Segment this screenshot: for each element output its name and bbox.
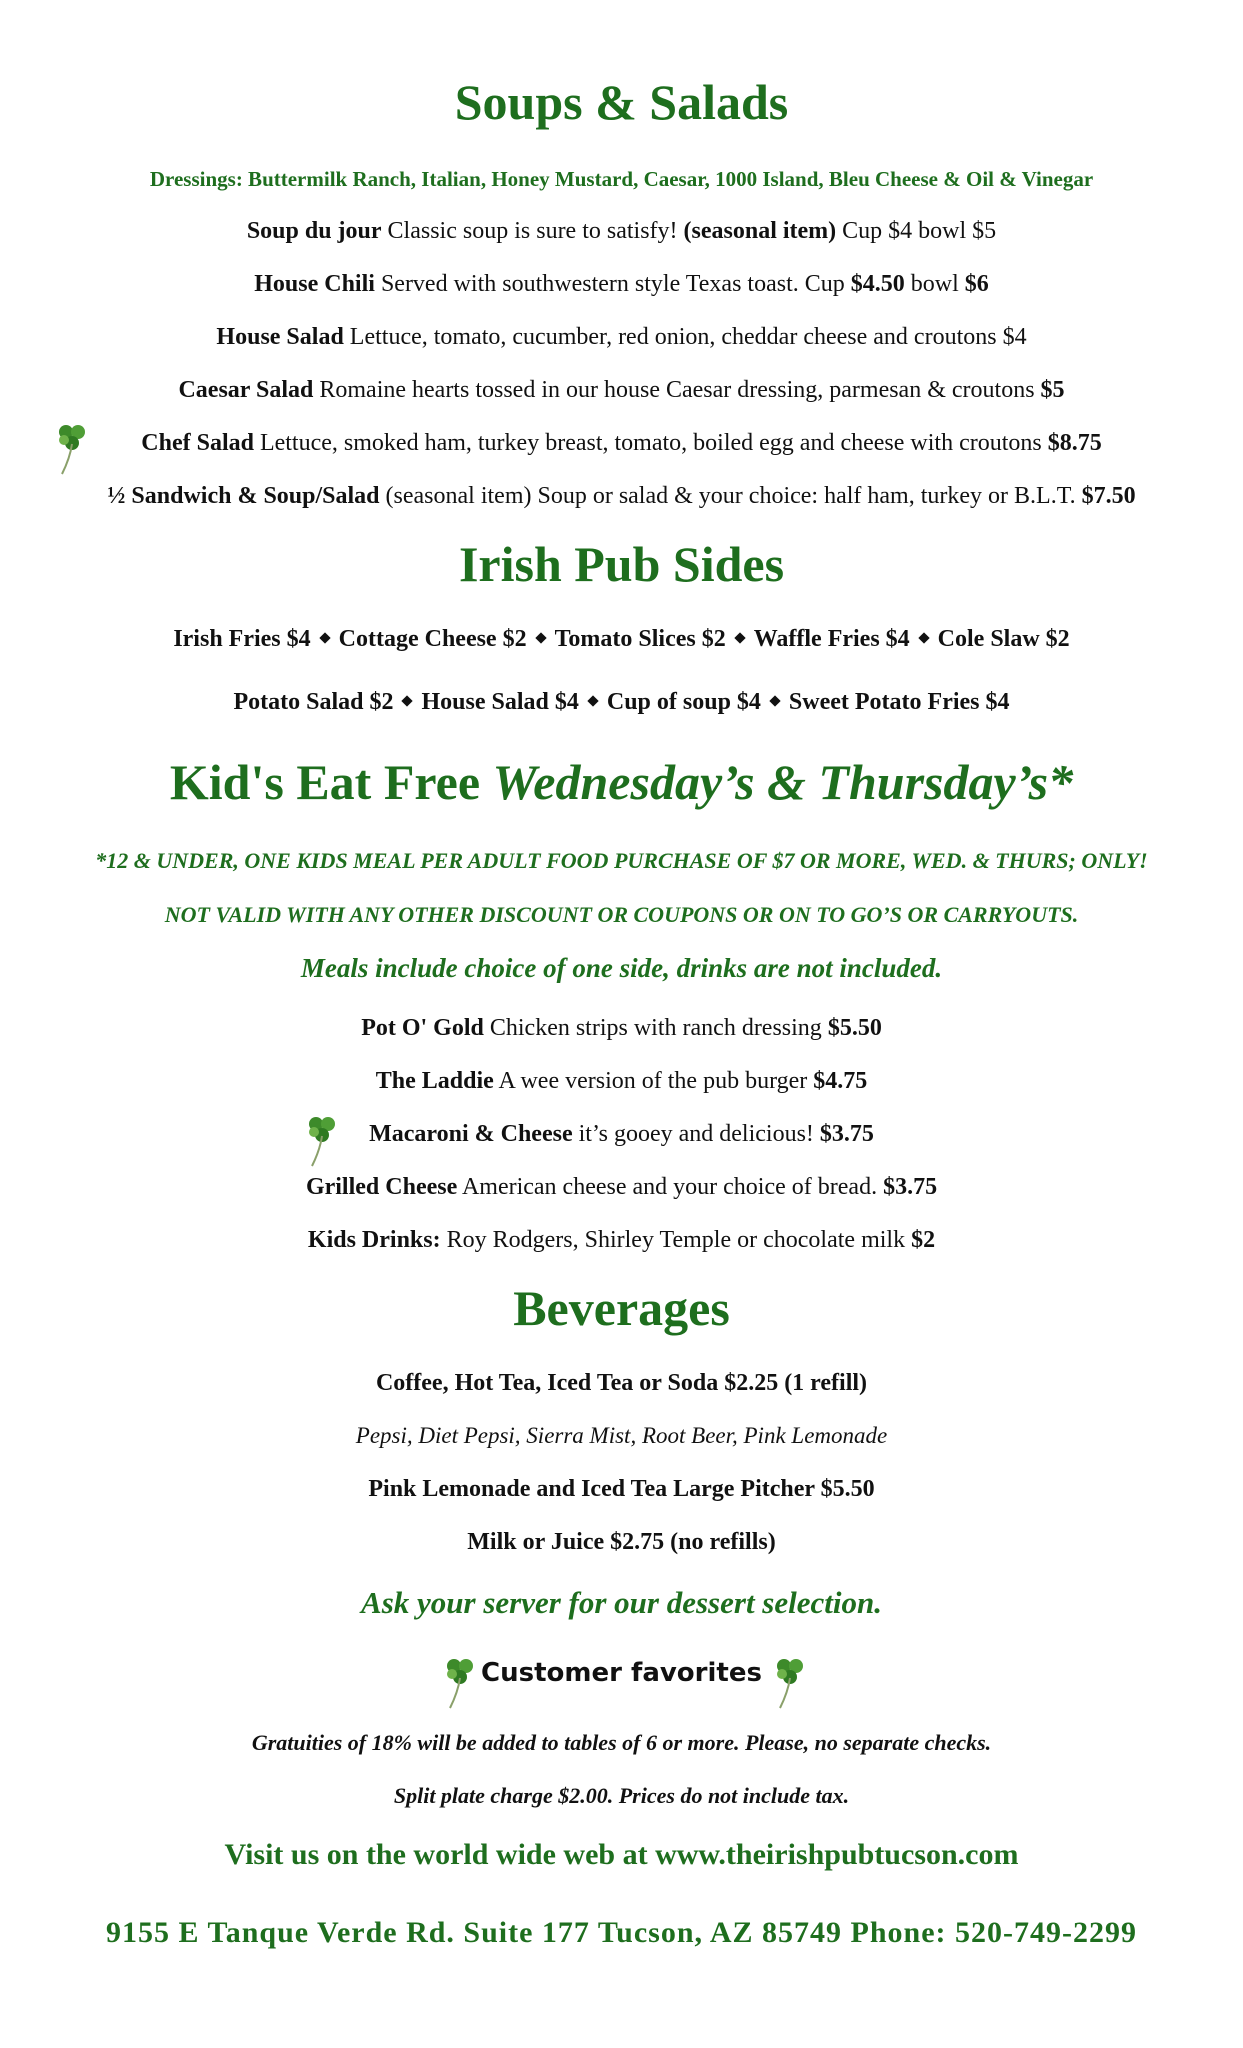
item-name: Caesar Salad (178, 377, 314, 403)
side-item: Potato Salad $2 (233, 689, 394, 715)
address-line: 9155 E Tanque Verde Rd. Suite 177 Tucson, AZ 85749 Phone: 520-749-2299 (105, 1916, 1138, 1949)
item-price: $4.50 (850, 271, 905, 297)
beverage-line-2: Pepsi, Diet Pepsi, Sierra Mist, Root Beer, Pink Lemonade (355, 1423, 888, 1448)
item-price: Cup $4 bowl $5 (842, 218, 997, 244)
item-desc: Chicken strips with ranch dressing (489, 1015, 822, 1041)
item-desc: Served with southwestern style Texas toast. Cup (380, 271, 845, 297)
beverages-title: Beverages (513, 1280, 730, 1336)
split-plate-note: Split plate charge $2.00. Prices do not include tax. (393, 1783, 850, 1808)
item-mid: bowl (910, 271, 959, 297)
item-name: ½ Sandwich & Soup/Salad (107, 483, 380, 509)
item-name: Soup du jour (246, 218, 382, 244)
item-price: $3.75 (883, 1174, 938, 1200)
diamond-bullet-icon (769, 695, 780, 706)
menu-item-house-salad (0, 321, 1243, 353)
menu-item-half-sandwich (0, 480, 1243, 512)
item-price: $5 (1040, 377, 1065, 403)
item-name: House Salad (216, 324, 344, 350)
side-item: Sweet Potato Fries $4 (788, 689, 1010, 715)
menu-item-chili (0, 268, 1243, 300)
dessert-note: Ask your server for our dessert selection. (361, 1585, 882, 1620)
kids-item-drinks (0, 1224, 1243, 1256)
kids-item-pot-o-gold (0, 1012, 1243, 1044)
item-desc: Lettuce, tomato, cucumber, red onion, cheddar cheese and croutons $4 (349, 324, 1027, 350)
item-name: Pot O' Gold (361, 1015, 484, 1041)
customer-favorites: Customer favorites (481, 1658, 762, 1688)
side-item: Waffle Fries $4 (753, 626, 910, 652)
diamond-bullet-icon (587, 695, 598, 706)
kids-title (0, 752, 1243, 812)
side-item: House Salad $4 (421, 689, 579, 715)
kids-note-2: NOT VALID WITH ANY OTHER DISCOUNT OR COUPONS OR ON TO GO’S OR CARRYOUTS. (164, 902, 1079, 927)
kids-item-laddie (0, 1065, 1243, 1097)
item-desc: it’s gooey and delicious! (578, 1121, 814, 1147)
diamond-bullet-icon (319, 632, 330, 643)
item-desc: American cheese and your choice of bread. (461, 1174, 878, 1200)
item-price: $3.75 (819, 1121, 874, 1147)
diamond-bullet-icon (535, 632, 546, 643)
menu-item-caesar (0, 374, 1243, 406)
item-name: Macaroni & Cheese (369, 1121, 573, 1147)
kids-item-mac-cheese (0, 1118, 1243, 1150)
item-price: $7.50 (1081, 483, 1136, 509)
item-desc: (seasonal item) Soup or salad & your choice: half ham, turkey or B.L.T. (385, 483, 1076, 509)
kids-title-plain: Kid's Eat Free (169, 754, 481, 810)
kids-item-grilled-cheese (0, 1171, 1243, 1203)
beverage-line-1: Coffee, Hot Tea, Iced Tea or Soda $2.25 (1 refill) (375, 1370, 868, 1396)
item-name: The Laddie (375, 1068, 494, 1094)
item-price: $2 (911, 1227, 936, 1253)
item-price: $5.50 (827, 1015, 882, 1041)
item-desc: A wee version of the pub burger (498, 1068, 808, 1094)
diamond-bullet-icon (402, 695, 413, 706)
diamond-bullet-icon (734, 632, 745, 643)
soups-title: Soups & Salads (454, 74, 789, 130)
item-price: $6 (964, 271, 989, 297)
beverage-line-4: Milk or Juice $2.75 (no refills) (467, 1529, 776, 1555)
beverage-line-3: Pink Lemonade and Iced Tea Large Pitcher $5.50 (368, 1476, 875, 1502)
sides-row-2 (0, 686, 1243, 718)
side-item: Tomato Slices $2 (554, 626, 726, 652)
gratuity-note: Gratuities of 18% will be added to tables of 6 or more. Please, no separate checks. (251, 1730, 992, 1755)
item-desc: Roy Rodgers, Shirley Temple or chocolate milk (446, 1227, 906, 1253)
item-name: Grilled Cheese (305, 1174, 458, 1200)
menu-item-soup (0, 215, 1243, 247)
side-item: Cottage Cheese $2 (338, 626, 527, 652)
item-price: $8.75 (1047, 430, 1102, 456)
item-name: House Chili (254, 271, 375, 297)
dressings-line: Dressings: Buttermilk Ranch, Italian, Honey Mustard, Caesar, 1000 Island, Bleu Cheese & Oil & Vinegar (149, 167, 1094, 191)
sides-row-1 (0, 623, 1243, 655)
item-price: $4.75 (813, 1068, 868, 1094)
item-name: Chef Salad (141, 430, 254, 456)
kids-note-1: *12 & UNDER, ONE KIDS MEAL PER ADULT FOOD PURCHASE OF $7 OR MORE, WED. & THURS; ONLY! (95, 848, 1148, 873)
item-desc: Lettuce, smoked ham, turkey breast, tomato, boiled egg and cheese with croutons (259, 430, 1042, 456)
side-item: Cole Slaw $2 (937, 626, 1070, 652)
item-name: Kids Drinks: (307, 1227, 441, 1253)
side-item: Cup of soup $4 (606, 689, 761, 715)
diamond-bullet-icon (918, 632, 929, 643)
kids-meals-note: Meals include choice of one side, drinks are not included. (300, 953, 943, 983)
sides-title: Irish Pub Sides (458, 536, 785, 592)
side-item: Irish Fries $4 (173, 626, 311, 652)
item-desc: Romaine hearts tossed in our house Caesar dressing, parmesan & croutons (319, 377, 1035, 403)
item-desc: Classic soup is sure to satisfy! (387, 218, 678, 244)
item-tag: (seasonal item) (683, 218, 837, 244)
shamrock-icon (770, 1652, 810, 1712)
website-line: Visit us on the world wide web at www.theirishpubtucson.com (224, 1838, 1019, 1871)
kids-title-italic: Wednesday’s & Thursday’s* (492, 754, 1074, 810)
menu-item-chef-salad (0, 427, 1243, 459)
